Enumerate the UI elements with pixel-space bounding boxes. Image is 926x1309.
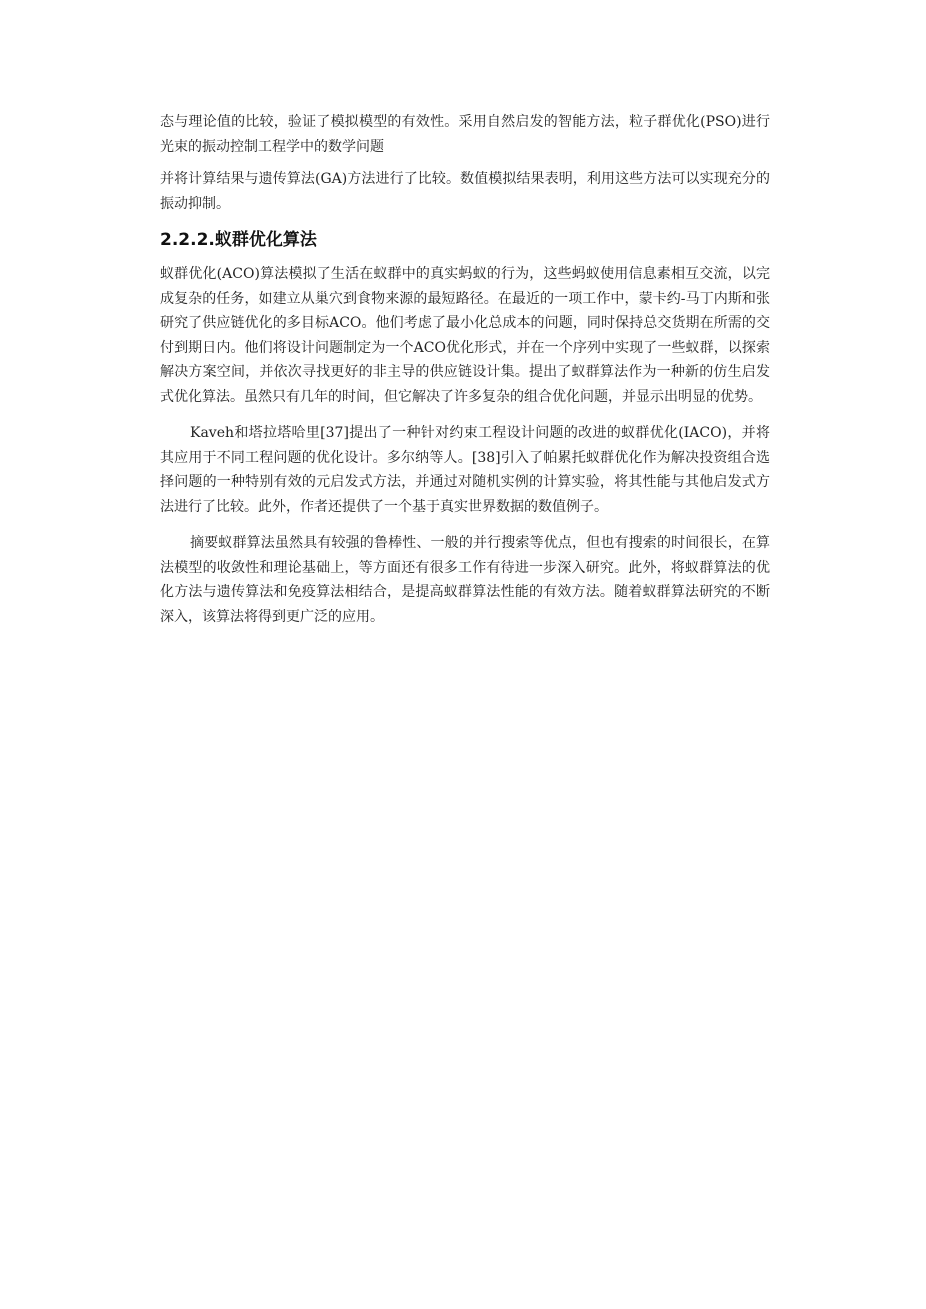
document-page [160, 110, 770, 641]
paragraph-pso-comparison: 态与理论值的比较，验证了模拟模型的有效性。采用自然启发的智能方法，粒子群优化(PSO)进行光束的振动控制工程学中的数学问题 [160, 114, 770, 155]
section-heading-aco: 2.2.2.蚁群优化算法 [160, 230, 317, 250]
paragraph-ga-comparison: 并将计算结果与遗传算法(GA)方法进行了比较。数值模拟结果表明，利用这些方法可以实现充分的振动抑制。 [160, 171, 770, 212]
paragraph-aco-intro: 蚁群优化(ACO)算法模拟了生活在蚁群中的真实蚂蚁的行为，这些蚂蚁使用信息素相互交流，以完成复杂的任务，如建立从巢穴到食物来源的最短路径。在最近的一项工作中，蒙卡约-马丁内斯和张研究了供应链优化的多目标ACO。他们考虑了最小化总成本的问题，同时保持总交货期在所需的交付到期日内。他们将设计问题制定为一个ACO优化形式，并在一个序列中实现了一些蚁群，以探索解决方案空间，并依次寻找更好的非主导的供应链设计集。提出了蚁群算法作为一种新的仿生启发式优化算法。虽然只有几年的时间，但它解决了许多复杂的组合优化问题，并显示出明显的优势。 [160, 266, 770, 405]
paragraph-aco-summary: 摘要蚁群算法虽然具有较强的鲁棒性、一般的并行搜索等优点，但也有搜索的时间很长，在算法模型的收敛性和理论基础上，等方面还有很多工作有待进一步深入研究。此外，将蚁群算法的优化方法与遗传算法和免疫算法相结合，是提高蚁群算法性能的有效方法。随着蚁群算法研究的不断深入，该算法将得到更广泛的应用。 [160, 535, 770, 625]
paragraph-aco-kaveh: Kaveh和塔拉塔哈里[37]提出了一种针对约束工程设计问题的改进的蚁群优化(IACO)，并将其应用于不同工程问题的优化设计。多尔纳等人。[38]引入了帕累托蚁群优化作为解决投资组合选择问题的一种特别有效的元启发式方法，并通过对随机实例的计算实验，将其性能与其他启发式方法进行了比较。此外，作者还提供了一个基于真实世界数据的数值例子。 [160, 425, 770, 515]
